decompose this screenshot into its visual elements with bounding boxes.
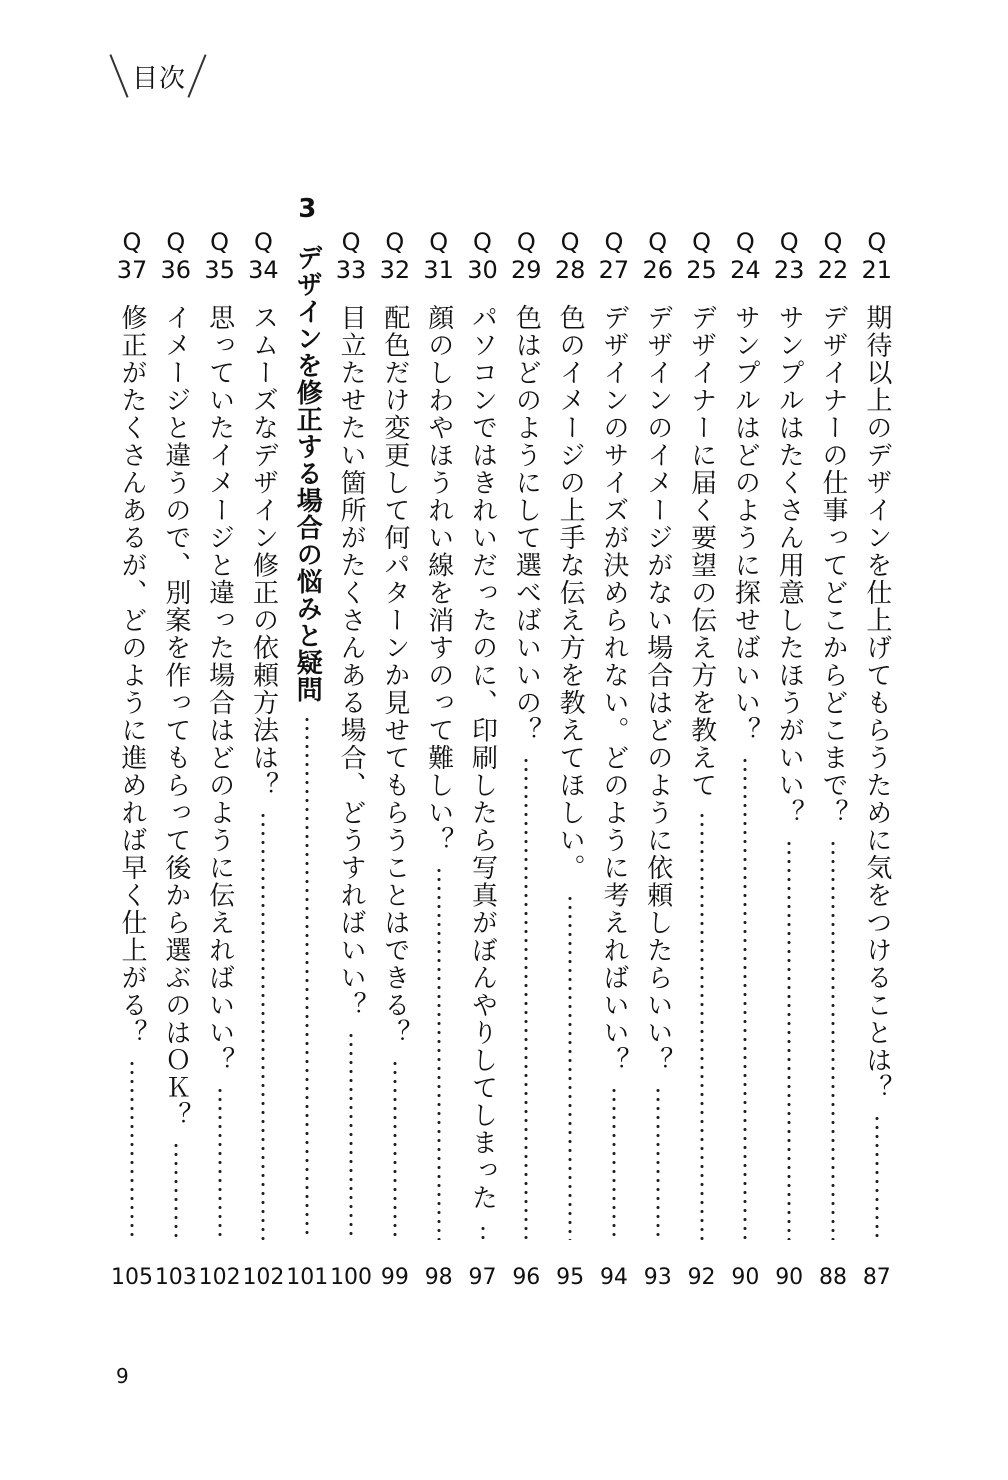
section-number: 3	[298, 194, 317, 224]
question-number: Q 28	[554, 228, 586, 284]
toc-entry	[594, 218, 634, 1298]
question-number: Q 35	[204, 228, 235, 284]
toc-entry	[769, 218, 809, 1298]
question-number: Q 22	[817, 228, 849, 284]
toc-header	[118, 52, 198, 100]
page-ref: 93	[643, 1265, 672, 1290]
toc-entry	[463, 218, 503, 1298]
dot-leader	[129, 1059, 135, 1240]
page-ref: 100	[330, 1265, 373, 1290]
toc-entry	[419, 218, 459, 1298]
question-title: 目立たせたい箇所がたくさんある場合、どうすればいい？	[336, 304, 367, 1019]
toc-entry	[331, 218, 371, 1298]
question-title: 期待以上のデザインを仕上げてもらうために気をつけることは？	[861, 304, 892, 1102]
page-ref: 96	[512, 1265, 541, 1290]
dot-leader	[173, 1141, 179, 1240]
page-ref: 101	[286, 1265, 329, 1290]
dot-leader	[392, 1059, 398, 1240]
dot-leader	[699, 811, 705, 1240]
question-title: 思っていたイメージと違った場合はどのように伝えればいい？	[204, 304, 235, 1074]
toc-entry	[550, 218, 590, 1298]
question-number: Q 30	[467, 228, 498, 284]
question-number: Q 29	[511, 228, 542, 284]
page-ref: 98	[424, 1265, 453, 1290]
question-title: 修正がたくさんあるが、どのように進めれば早く仕上がる？	[117, 304, 147, 1047]
dot-leader	[611, 1086, 617, 1240]
page-ref: 97	[468, 1265, 497, 1290]
toc-section	[286, 194, 329, 1298]
question-title: デザインのサイズが決められない。どのように考えればいい？	[598, 304, 629, 1074]
question-title: 色のイメージの上手な伝え方を教えてほしい。	[555, 304, 586, 882]
page-ref: 90	[775, 1265, 804, 1290]
question-number: Q 31	[423, 228, 454, 284]
page-number: 9	[116, 1364, 129, 1388]
page-title: 目次	[132, 63, 187, 94]
question-number: Q 26	[642, 228, 674, 284]
page-ref: 102	[242, 1265, 285, 1290]
question-title: スムーズなデザイン修正の依頼方法は？	[248, 304, 279, 799]
question-title: パソコンではきれいだったのに、印刷したら写真がぼんやりしてしまった	[467, 304, 498, 1212]
question-number: Q 37	[116, 228, 148, 284]
question-number: Q 34	[248, 228, 279, 284]
dot-leader	[348, 1031, 354, 1240]
dot-leader	[786, 839, 792, 1240]
page-ref: 95	[556, 1265, 585, 1290]
question-title: デザインのイメージがない場合はどのように依頼したらいい？	[642, 304, 673, 1074]
dot-leader	[567, 894, 573, 1240]
toc-entry	[725, 218, 765, 1298]
dot-leader	[874, 1114, 880, 1240]
header-right-slash	[187, 54, 206, 97]
question-number: Q 21	[861, 228, 893, 284]
page-ref: 99	[380, 1265, 409, 1290]
dot-leader	[304, 715, 310, 1240]
toc-entry	[375, 218, 415, 1298]
question-title: デザイナーの仕事ってどこからどこまで？	[818, 304, 848, 827]
toc-entry	[857, 218, 897, 1298]
dot-leader	[480, 1224, 486, 1240]
toc-entry	[200, 218, 240, 1298]
page-ref: 103	[154, 1265, 197, 1290]
header-left-slash	[109, 54, 128, 97]
dot-leader	[217, 1086, 223, 1240]
dot-leader	[655, 1086, 661, 1240]
question-title: 色はどのようにして選べばいいの？	[511, 304, 542, 744]
page-ref: 102	[198, 1265, 241, 1290]
question-title: 配色だけ変更して何パターンか見せてもらうことはできる？	[379, 304, 410, 1047]
question-number: Q 23	[773, 228, 805, 284]
page-ref: 94	[599, 1265, 628, 1290]
dot-leader	[742, 756, 748, 1240]
question-number: Q 36	[160, 228, 192, 284]
question-title: サンプルはどのように探せばいい？	[730, 304, 761, 744]
toc-entry	[243, 218, 283, 1298]
toc-entry	[638, 218, 678, 1298]
dot-leader	[436, 866, 442, 1240]
table-of-contents	[111, 194, 897, 1298]
page-ref: 87	[862, 1265, 891, 1290]
question-number: Q 24	[730, 228, 761, 284]
question-number: Q 25	[686, 228, 717, 284]
dot-leader	[830, 839, 836, 1240]
toc-entry	[506, 218, 546, 1298]
toc-entry	[682, 218, 722, 1298]
question-number: Q 33	[335, 228, 367, 284]
dot-leader	[523, 756, 529, 1240]
page-ref: 88	[819, 1265, 847, 1290]
question-number: Q 32	[379, 228, 411, 284]
page-ref: 105	[111, 1265, 153, 1290]
toc-entry	[156, 218, 196, 1298]
dot-leader	[260, 811, 266, 1240]
question-title: イメージと違うので、別案を作ってもらって後から選ぶのはＯＫ？	[160, 304, 191, 1129]
question-number: Q 27	[598, 228, 630, 284]
toc-entry	[813, 218, 853, 1298]
section-title: デザインを修正する場合の悩みと疑問	[292, 244, 323, 703]
page-ref: 92	[687, 1265, 716, 1290]
toc-entry	[112, 218, 152, 1298]
question-title: デザイナーに届く要望の伝え方を教えて	[686, 304, 717, 799]
question-title: サンプルはたくさん用意したほうがいい？	[774, 304, 805, 827]
page-ref: 90	[731, 1265, 760, 1290]
question-title: 顔のしわやほうれい線を消すのって難しい？	[423, 304, 454, 854]
